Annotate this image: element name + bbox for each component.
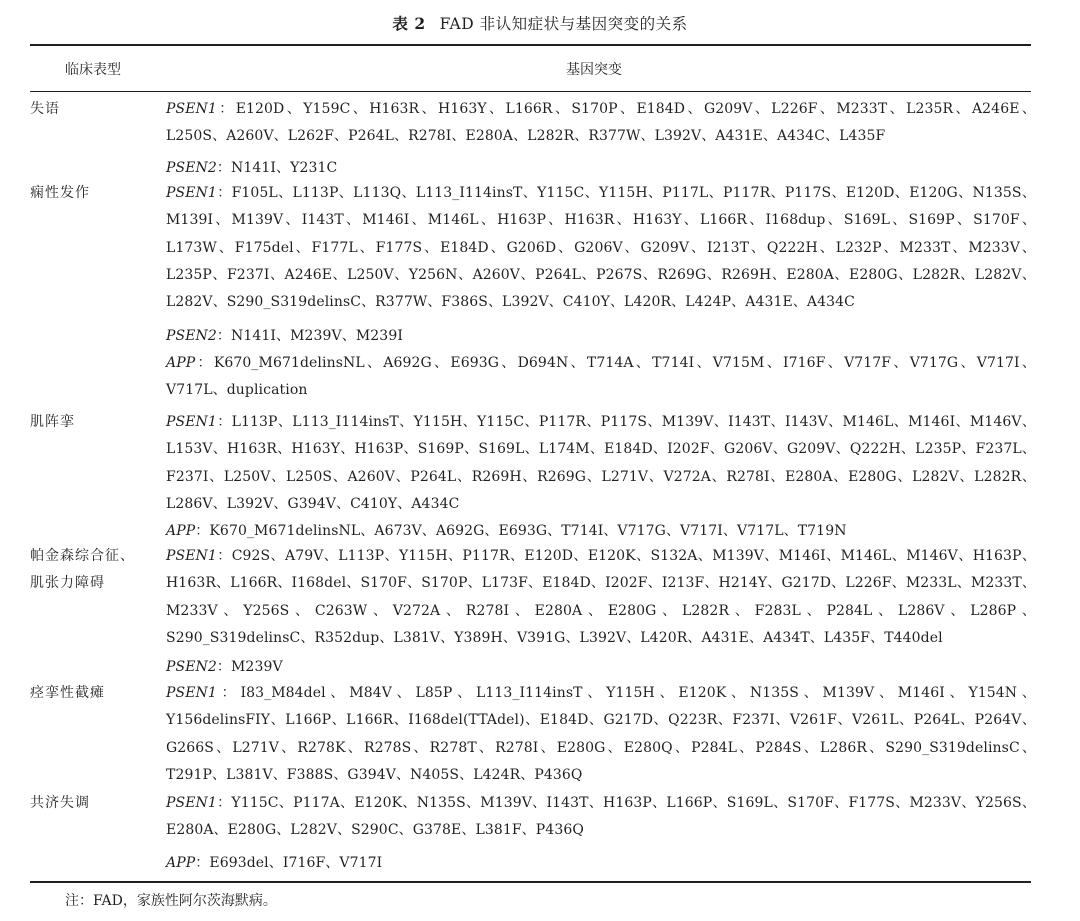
gene-entry: PSEN1：L113P、L113_I114insT、Y115H、Y115C、P117R、P117S、M139V、I143T、I143V、M146L、M146I、M146V、L153V、H163R、H163Y、H163P、S169P、S169L、L174M、E184D、I202F、G206V、G209V、Q222H、L235P、F237L、F237I、L250V、L250S、A260V、P264L、R269H、R269G、L271V、V272A、R278I、E280A、E280G、L282V、L282R、L286V、L392V、G394V、C410Y、A434C [166, 414, 1036, 512]
gene-entry: PSEN1：F105L、L113P、L113Q、L113_I114insT、Y115C、Y115H、P117L、P117R、P117S、E120D、E120G、N135S、M139I、M139V、I143T、M146I、M146L、H163P、H163R、H163Y、L166R、I168dup、S169L、S169P、S170F、L173W、F175del、F177L、F177S、E184D、G206D、G206V、G209V、I213T、Q222H、L232P、M233T、M233V、L235P、F237I、A246E、L250V、Y256N、A260V、P264L、P267S、R269G、R269H、E280A、E280G、L282R、L282V、L282V、S290_S319delinsC、R377W、F386S、L392V、C410Y、L420R、L424P、A431E、A434C [166, 185, 1036, 311]
gene-entry: PSEN1：Y115C、P117A、E120K、N135S、M139V、I143T、H163P、L166P、S169L、S170F、F177S、M233V、Y256S、E280A、E280G、L282V、S290C、G378E、L381F、P436Q [166, 795, 1036, 839]
gene-entry: APP：E693del、I716F、V717I [166, 855, 383, 871]
header-phenotype: 临床表型 [65, 62, 121, 78]
gene-entry: PSEN2：N141I、M239V、M239I [166, 328, 403, 344]
bottom-rule [30, 881, 1031, 883]
phenotype-label: 肌阵挛 [30, 414, 75, 430]
gene-entry: PSEN1：I83_M84del、M84V、L85P、L113_I114insT、Y115H、E120K、N135S、M139V、M146I、Y154N、Y156delinsFIY、L166P、L166R、I168del(TTAdel)、E184D、G217D、Q223R、F237I、V261F、V261L、P264L、P264V、G266S、L271V、R278K、R278S、R278T、R278I、E280G、E280Q、P284L、P284S、L286R、S290_S319delinsC、T291P、L381V、F388S、G394V、N405S、L424R、P436Q [166, 685, 1036, 783]
phenotype-label: 痫性发作 [30, 185, 90, 201]
table-number: 表 2 [392, 14, 426, 33]
phenotype-label: 痉挛性截瘫 [30, 685, 105, 701]
gene-entry: APP：K670_M671delinsNL、A673V、A692G、E693G、T714I、V717G、V717I、V717L、T719N [166, 523, 847, 539]
table-footnote: 注：FAD，家族性阿尔茨海默病。 [65, 893, 277, 909]
gene-entry: PSEN1：C92S、A79V、L113P、Y115H、P117R、E120D、E120K、S132A、M139V、M146I、M146L、M146V、H163P、H163R、L166R、I168del、S170F、S170P、L173F、E184D、I202F、I213F、H214Y、G217D、L226F、M233L、M233T、M233V、Y256S、C263W、V272A、R278I、E280A、E280G、L282R、F283L、P284L、L286V、L286P、S290_S319delinsC、R352dup、L381V、Y389H、V391G、L392V、L420R、A431E、A434T、L435F、T440del [166, 548, 1036, 646]
gene-entry: PSEN1：E120D、Y159C、H163R、H163Y、L166R、S170P、E184D、G209V、L226F、M233T、L235R、A246E、L250S、A260V、L262F、P264L、R278I、E280A、L282R、R377W、L392V、A431E、A434C、L435F [166, 101, 1036, 145]
header-mutation: 基因突变 [566, 62, 622, 78]
header-rule [30, 91, 1031, 92]
gene-entry: APP：K670_M671delinsNL、A692G、E693G、D694N、T714A、T714I、V715M、I716F、V717F、V717G、V717I、V717L、duplication [166, 355, 1036, 399]
gene-entry: PSEN2：M239V [166, 659, 283, 675]
phenotype-label: 失语 [30, 101, 60, 117]
table-title: FAD 非认知症状与基因突变的关系 [439, 15, 688, 33]
gene-entry: PSEN2：N141I、Y231C [166, 160, 338, 176]
phenotype-label: 共济失调 [30, 795, 90, 811]
table-caption [0, 12, 1080, 34]
top-rule [30, 44, 1031, 46]
phenotype-label: 帕金森综合征、 肌张力障碍 [30, 548, 135, 592]
